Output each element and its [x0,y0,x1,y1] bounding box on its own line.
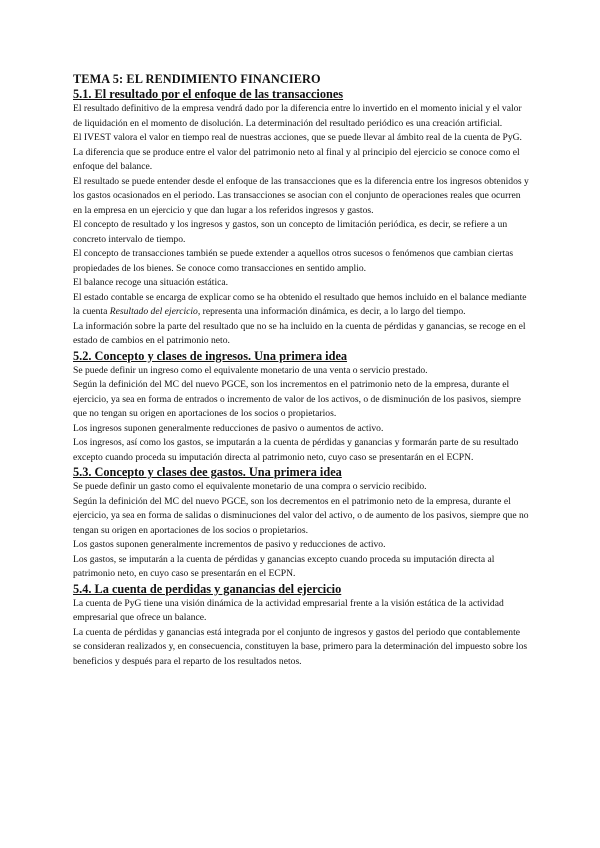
section-5-4 [73,582,530,670]
paragraph: La información sobre la parte del resultado que no se ha incluido en la cuenta de pérdidas y ganancias, se recoge en el estado de cambios en el patrimonio neto. [73,320,526,346]
paragraph: El concepto de transacciones también se puede extender a aquellos otros sucesos o fenómenos que cambian ciertas propiedades de los bienes. Se conoce como transacciones en sentido amplio. [73,248,514,274]
paragraph-with-italic [73,291,530,320]
paragraph: Los gastos, se imputarán a la cuenta de pérdidas y ganancias excepto cuando proceda su imputación directa al patrimonio neto, en cuyo caso se presentarán en el ECPN. [73,553,495,579]
paragraph: El IVEST valora el valor en tiempo real de nuestras acciones, que se puede llevar al ámbito real de la cuenta de PyG. [73,132,522,143]
section-heading: 5.3. Concepto y clases dee gastos. Una primera idea [73,465,342,479]
paragraph: El balance recoge una situación estática. [73,277,229,288]
paragraph: El resultado se puede entender desde el enfoque de las transacciones que es la diferencia entre los ingresos obtenidos y los gastos ocasionados en el periodo. Las transacciones se asocian con el conjunto de operaciones reales que ocurren en la empresa en un ejercicio y que dan lugar a los referidos ingresos y gastos. [73,175,529,216]
paragraph: El concepto de resultado y los ingresos y gastos, son un concepto de limitación periódica, es decir, se refiere a un concreto intervalo de tiempo. [73,219,508,245]
section-5-1 [73,87,530,349]
paragraph: La cuenta de pérdidas y ganancias está integrada por el conjunto de ingresos y gastos del periodo que contablemente se consideran realizados y, en consecuencia, constituyen la base, primero para la determinación del impuesto sobre los beneficios y después para el reparto de los resultados netos. [73,626,528,667]
document-title: TEMA 5: EL RENDIMIENTO FINANCIERO [73,72,321,86]
paragraph: Los ingresos suponen generalmente reducciones de pasivo o aumentos de activo. [73,422,384,434]
paragraph: Según la definición del MC del nuevo PGCE, son los incrementos en el patrimonio neto de la empresa, durante el ejercicio, ya sea en forma de entrados o incremento de valor de los activos, o de disminución de los pasivos, siempre que no tengan su origen en aportaciones de los socios o propietarios. [73,379,521,419]
text-after: representa una información dinámica, es decir, a lo largo del tiempo. [200,306,466,317]
section-heading: 5.4. La cuenta de perdidas y ganancias del ejercicio [73,581,342,596]
section-5-3 [73,465,530,582]
paragraph: Los ingresos, así como los gastos, se imputarán a la cuenta de pérdidas y ganancias y formarán parte de su resultado excepto cuando proceda su imputación directa al patrimonio neto, cuyo caso se presentarán en el ECPN. [73,437,519,463]
paragraph: El resultado definitivo de la empresa vendrá dado por la diferencia entre lo invertido en el momento inicial y el valor de liquidación en el momento de disolución. La determinación del resultado periódico es una creación artificial. [73,103,522,129]
paragraph: Según la definición del MC del nuevo PGCE, son los decrementos en el patrimonio neto de la empresa, durante el ejercicio, ya sea en forma de salidas o disminuciones del valor del activo, o de aumento de los pasivos, siempre que no tengan su origen en aportaciones de los socios o propietarios. [73,495,529,536]
paragraph: Se puede definir un gasto como el equivalente monetario de una compra o servicio recibido. [73,481,427,492]
section-5-2 [73,349,530,466]
paragraph: La cuenta de PyG tiene una visión dinámica de la actividad empresarial frente a la visión estática de la actividad empresarial que ofrece un balance. [73,597,504,623]
section-heading: 5.1. El resultado por el enfoque de las transacciones [73,87,344,101]
paragraph: Se puede definir un ingreso como el equivalente monetario de una venta o servicio prestado. [73,364,428,376]
section-heading: 5.2. Concepto y clases de ingresos. Una primera idea [73,348,348,363]
paragraph: Los gastos suponen generalmente incrementos de pasivo y reducciones de activo. [73,539,386,550]
italic-account-name: Resultado del ejercicio, [109,306,201,317]
text-before: El estado contable se encarga de explicar como se ha obtenido el resultado que hemos incluido en el balance mediante la cuenta [73,291,527,317]
paragraph: La diferencia que se produce entre el valor del patrimonio neto al final y al principio del ejercicio se conoce como el enfoque del balance. [73,146,520,172]
